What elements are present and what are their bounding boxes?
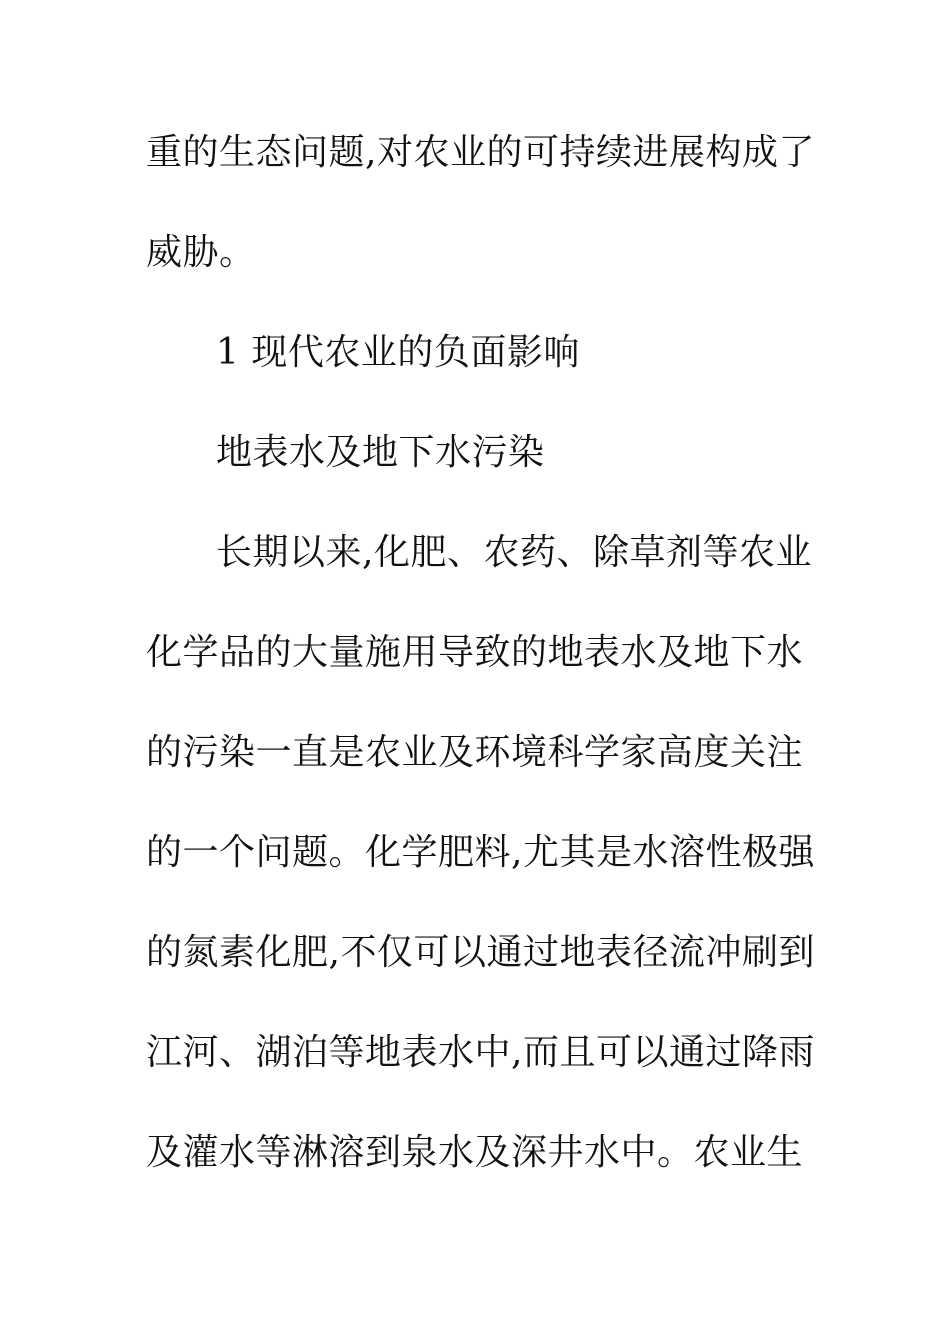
- text-line: 的污染一直是农业及环境科学家高度关注: [146, 732, 804, 773]
- text-line: 的氮素化肥,不仅可以通过地表径流冲刷到: [146, 932, 815, 973]
- paragraph-first-line: 长期以来,化肥、农药、除草剂等农业: [216, 532, 812, 573]
- subsection-heading: 地表水及地下水污染: [216, 432, 545, 473]
- text-line: 江河、湖泊等地表水中,而且可以通过降雨: [146, 1032, 815, 1073]
- text-line: 化学品的大量施用导致的地表水及地下水: [146, 632, 804, 673]
- text-line: 及灌水等淋溶到泉水及深井水中。农业生: [146, 1132, 804, 1173]
- text-line: 重的生态问题,对农业的可持续进展构成了: [146, 132, 815, 173]
- text-line: 威胁。: [146, 232, 256, 273]
- text-line: 的一个问题。化学肥料,尤其是水溶性极强: [146, 832, 815, 873]
- section-heading: 1 现代农业的负面影响: [216, 332, 580, 373]
